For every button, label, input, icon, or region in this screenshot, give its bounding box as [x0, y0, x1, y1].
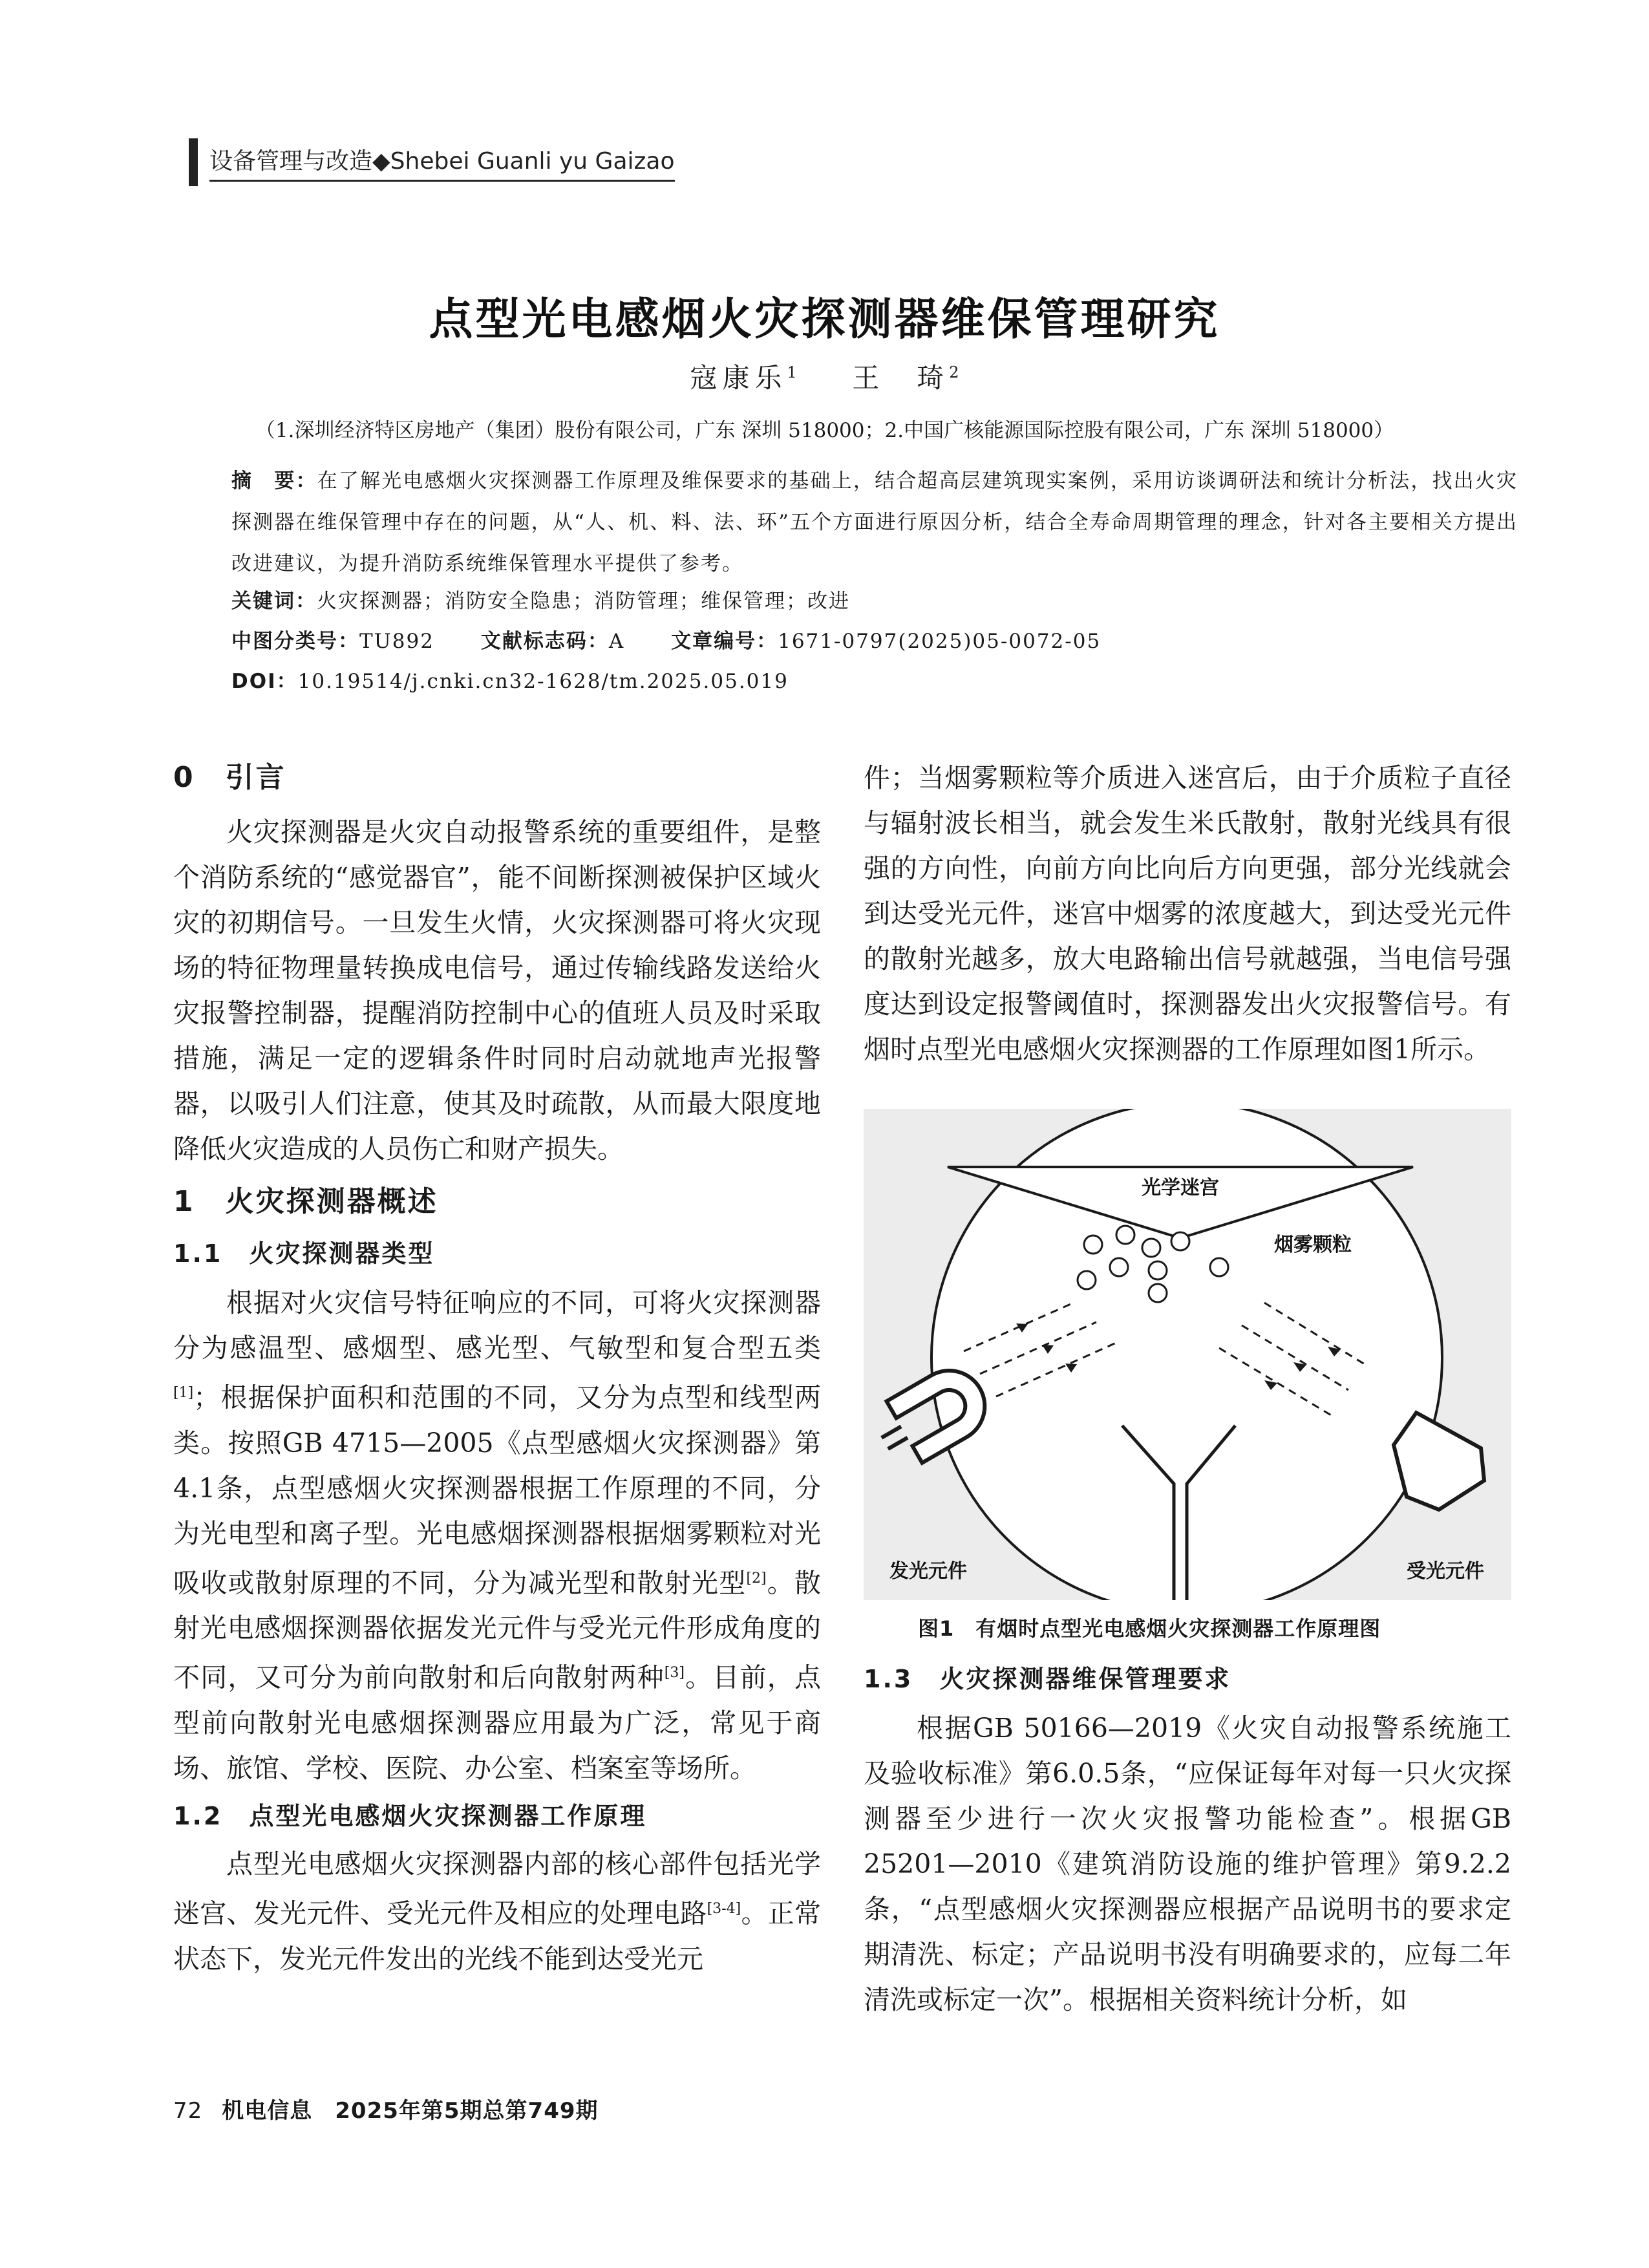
running-header — [189, 140, 675, 185]
header-bar — [189, 138, 198, 186]
smoke-particle — [1149, 1261, 1167, 1279]
citation-3: [3] — [664, 1665, 685, 1682]
citation-2: [2] — [746, 1570, 767, 1587]
abstract-label: 摘 要： — [231, 469, 317, 493]
right-paragraph-continued: 件；当烟雾颗粒等介质进入迷宫后，由于介质粒子直径与辐射波长相当，就会发生米氏散射，散射光线具有很强的方向性，向前方向比向后方向更强，部分光线就会到达受光元件，迷宫中烟雾的浓度越大，到达受光元件的散射光越多，放大电路输出信号就越强，当电信号强度达到设定报警阈值时，探测器发出火灾报警信号。有烟时点型光电感烟火灾探测器的工作原理如图1所示。 — [864, 762, 1511, 1065]
article-title: 点型光电感烟火灾探测器维保管理研究 — [429, 294, 1220, 345]
smoke-particle — [1171, 1232, 1189, 1250]
section-0-paragraph: 火灾探测器是火灾自动报警系统的重要组件，是整个消防系统的“感觉器官”，能不间断探测被保护区域火灾的初期信号。一旦发生火情，火灾探测器可将火灾现场的特征物理量转换成电信号，通过传输线路发送给火灾报警控制器，提醒消防控制中心的值班人员及时采取措施，满足一定的逻辑条件时同时启动就地声光报警器，以吸引人们注意，使其及时疏散，从而最大限度地降低火灾造成的人员伤亡和财产损失。 — [173, 817, 821, 1164]
doccode-value: A — [608, 630, 625, 653]
doi-line — [231, 661, 1518, 702]
abstract-text: 在了解光电感烟火灾探测器工作原理及维保要求的基础上，结合超高层建筑现实案例，采用访谈调研法和统计分析法，找出火灾探测器在维保管理中存在的问题，从“人、机、料、法、环”五个方面进行原因分析，结合全寿命周期管理的理念，针对各主要相关方提出改进建议，为提升消防系统维保管理水平提供了参考。 — [231, 469, 1518, 575]
running-title: 设备管理与改造◆Shebei Guanli yu Gaizao — [209, 143, 675, 182]
author-1-affil: 1 — [787, 363, 797, 381]
smoke-particle — [1084, 1236, 1102, 1254]
smoke-particle — [1110, 1258, 1128, 1276]
keywords-label: 关键词： — [231, 590, 317, 613]
authors — [0, 357, 1649, 396]
smoke-particle — [1142, 1239, 1160, 1257]
doi-value: 10.19514/j.cnki.cn32-1628/tm.2025.05.019 — [297, 670, 789, 693]
affiliation: （1.深圳经济特区房地产（集团）股份有限公司，广东 深圳 518000；2.中国广核能源国际控股有限公司，广东 深圳 518000） — [255, 419, 1394, 442]
smoke-particle — [1210, 1258, 1228, 1276]
page-number: 72 — [173, 2098, 203, 2124]
journal-info: 机电信息 2025年第5期总第749期 — [222, 2098, 599, 2124]
doi-label: DOI： — [231, 670, 298, 693]
section-1-2-paragraph: 点型光电感烟火灾探测器内部的核心部件包括光学迷宫、发光元件、受光元件及相应的处理电路[3-4]。正常状态下，发光元件发出的光线不能到达受光元 — [173, 1848, 822, 1974]
figure-caption: 图1 有烟时点型光电感烟火灾探测器工作原理图 — [918, 1616, 1381, 1641]
page-footer — [173, 2093, 599, 2124]
section-1-title: 1 火灾探测器概述 — [173, 1185, 438, 1218]
smoke-particle — [1116, 1226, 1134, 1244]
author-2: 王 琦 — [852, 362, 950, 394]
smoke-particle — [1149, 1284, 1167, 1302]
label-emitter: 发光元件 — [889, 1560, 967, 1583]
keywords-text: 火灾探测器；消防安全隐患；消防管理；维保管理；改进 — [317, 590, 850, 613]
citation-3-4: [3-4] — [707, 1900, 741, 1917]
articleno-label: 文章编号： — [671, 630, 778, 653]
doccode-label: 文献标志码： — [480, 630, 609, 653]
right-column-top — [864, 755, 1511, 1072]
author-1: 寇康乐 — [690, 362, 787, 394]
smoke-particle — [1078, 1271, 1096, 1289]
right-column-bottom — [864, 1656, 1511, 2022]
label-smoke-particles: 烟雾颗粒 — [1274, 1234, 1352, 1256]
clc-label: 中图分类号： — [231, 630, 359, 653]
section-1-1-title: 1.1 火灾探测器类型 — [173, 1239, 435, 1268]
clc-value: TU892 — [359, 630, 434, 653]
label-optical-maze: 光学迷宫 — [1142, 1177, 1219, 1199]
section-1-2-title: 1.2 点型光电感烟火灾探测器工作原理 — [173, 1801, 647, 1830]
section-1-3-title: 1.3 火灾探测器维保管理要求 — [864, 1665, 1231, 1693]
left-column — [173, 755, 821, 1982]
author-2-affil: 2 — [949, 363, 959, 381]
section-1-3-paragraph: 根据GB 50166—2019《火灾自动报警系统施工及验收标准》第6.0.5条，“应保证每年对每一只火灾探测器至少进行一次火灾报警功能检查”。根据GB 25201—2010《建筑消防设施的维护管理》第9.2.2条，“点型感烟火灾探测器应根据产品说明书的要求定期清洗、标定；产品说明书没有明确要求的，应每二年清洗或标定一次”。根据相关资料统计分析，如 — [864, 1713, 1511, 2015]
citation-1: [1] — [173, 1385, 194, 1401]
articleno-value: 1671-0797(2025)05-0072-05 — [778, 630, 1101, 653]
figure-1-diagram — [864, 1109, 1511, 1600]
classification-line — [231, 621, 1518, 662]
section-0-title: 0 引言 — [173, 761, 286, 794]
keywords — [231, 581, 1518, 622]
section-1-1-paragraph: 根据对火灾信号特征响应的不同，可将火灾探测器分为感温型、感烟型、感光型、气敏型和复合型五类[1]；根据保护面积和范围的不同，又分为点型和线型两类。按照GB 4715—2005《点型感烟火灾探测器》第4.1条，点型感烟火灾探测器根据工作原理的不同，分为光电型和离子型。光电感烟探测器根据烟雾颗粒对光吸收或散射原理的不同，分为减光型和散射光型[2]。散射光电感烟探测器依据发光元件与受光元件形成角度的不同，又可分为前向散射和后向散射两种[3]。目前，点型前向散射光电感烟探测器应用最为广泛，常见于商场、旅馆、学校、医院、办公室、档案室等场所。 — [173, 1287, 822, 1784]
abstract — [231, 460, 1518, 584]
label-receiver: 受光元件 — [1407, 1560, 1484, 1583]
